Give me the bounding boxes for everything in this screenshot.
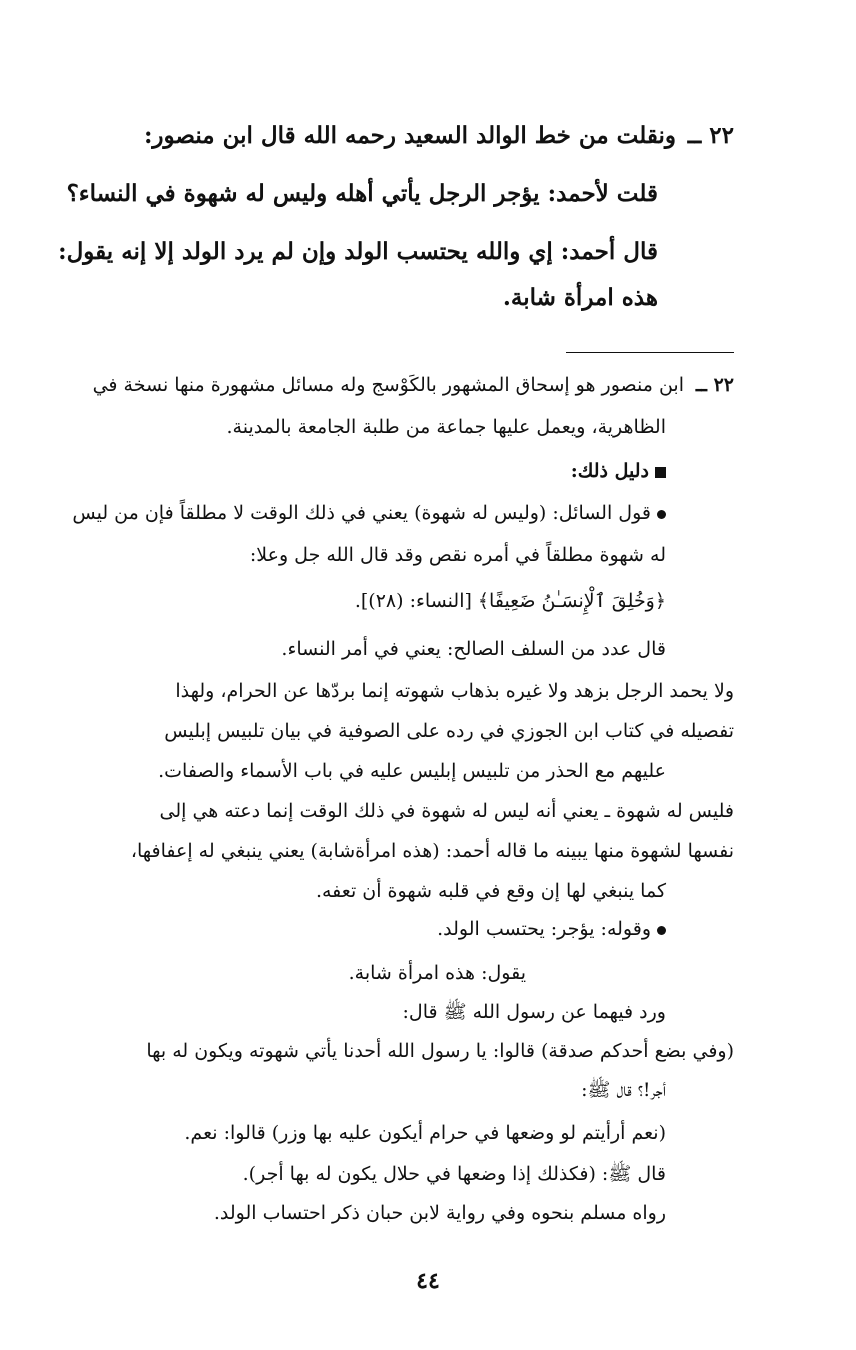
body-line-7: عليهم مع الحذر من تلبيس إبليس عليه في باب الأسماء والصفات. — [158, 760, 666, 782]
main-line-3: قال أحمد: إي والله يحتسب الولد وإن لم يرد الولد إلا إنه يقول: — [58, 238, 658, 265]
body-line-5: ولا يحمد الرجل بزهد ولا غيره بذهاب شهوته إنما بردّها عن الحرام، ولهذا — [175, 680, 734, 702]
body-line-11: وقوله: يؤجر: يحتسب الولد. — [437, 918, 666, 940]
footnote-separator — [566, 352, 734, 353]
body-line-15: أجر!؟ قال ﷺ: — [581, 1079, 666, 1101]
body-line-4: قال عدد من السلف الصالح: يعني في أمر النساء. — [281, 638, 666, 660]
body-line-17: قال ﷺ: (فكذلك إذا وضعها في حلال يكون له بها أجر). — [242, 1163, 666, 1185]
round-bullet-icon — [657, 926, 666, 935]
main-item-number: ٢٢ ــ — [687, 122, 734, 149]
main-line-2: قلت لأحمد: يؤجر الرجل يأتي أهله وليس له شهوة في النساء؟ — [66, 180, 658, 207]
body-line-6: تفصيله في كتاب ابن الجوزي في رده على الصوفية في بيان تلبيس إبليس — [164, 720, 734, 742]
main-line-4: هذه امرأة شابة. — [502, 284, 658, 311]
main-line-1: ونقلت من خط الوالد السعيد رحمه الله قال ابن منصور: — [143, 122, 676, 149]
footnote-line-2: الظاهرية، ويعمل عليها جماعة من طلبة الجامعة بالمدينة. — [226, 416, 666, 438]
body-line-14: (وفي بضع أحدكم صدقة) قالوا: يا رسول الله أحدنا يأتي شهوته ويكون له بها — [146, 1040, 734, 1062]
body-line-13: ورد فيهما عن رسول الله ﷺ قال: — [402, 1001, 666, 1023]
footnote-heading: دليل ذلك: — [571, 460, 666, 482]
body-line-16: (نعم أرأيتم لو وضعها في حرام أيكون عليه بها وزر) قالوا: نعم. — [184, 1122, 666, 1144]
quran-verse: ﴿وَخُلِقَ ٱلْإِنسَـٰنُ ضَعِيفًا﴾ [النساء: (٢٨)]. — [354, 590, 666, 612]
page-number: ٤٤ — [416, 1268, 440, 1294]
footnote-line-1: ابن منصور هو إسحاق المشهور بالكَوْسج وله مسائل مشهورة منها نسخة في — [92, 374, 684, 396]
footnote-item-number: ٢٢ ــ — [695, 374, 734, 396]
round-bullet-icon — [657, 510, 666, 519]
body-line-9: نفسها لشهوة منها يبينه ما قاله أحمد: (هذه امرأةشابة) يعني ينبغي له إعفافها، — [130, 840, 734, 862]
body-line-2: له شهوة مطلقاً في أمره نقص وقد قال الله جل وعلا: — [249, 544, 666, 566]
body-line-8: فليس له شهوة ـ يعني أنه ليس له شهوة في ذلك الوقت إنما دعته هي إلى — [159, 800, 734, 822]
body-line-18: رواه مسلم بنحوه وفي رواية لابن حبان ذكر احتساب الولد. — [213, 1202, 666, 1224]
body-line-10: كما ينبغي لها إن وقع في قلبه شهوة أن تعفه. — [315, 880, 666, 902]
body-line-12: يقول: هذه امرأة شابة. — [348, 962, 526, 984]
body-line-1: قول السائل: (وليس له شهوة) يعني في ذلك الوقت لا مطلقاً فإن من ليس — [72, 502, 666, 524]
square-bullet-icon — [655, 467, 666, 478]
